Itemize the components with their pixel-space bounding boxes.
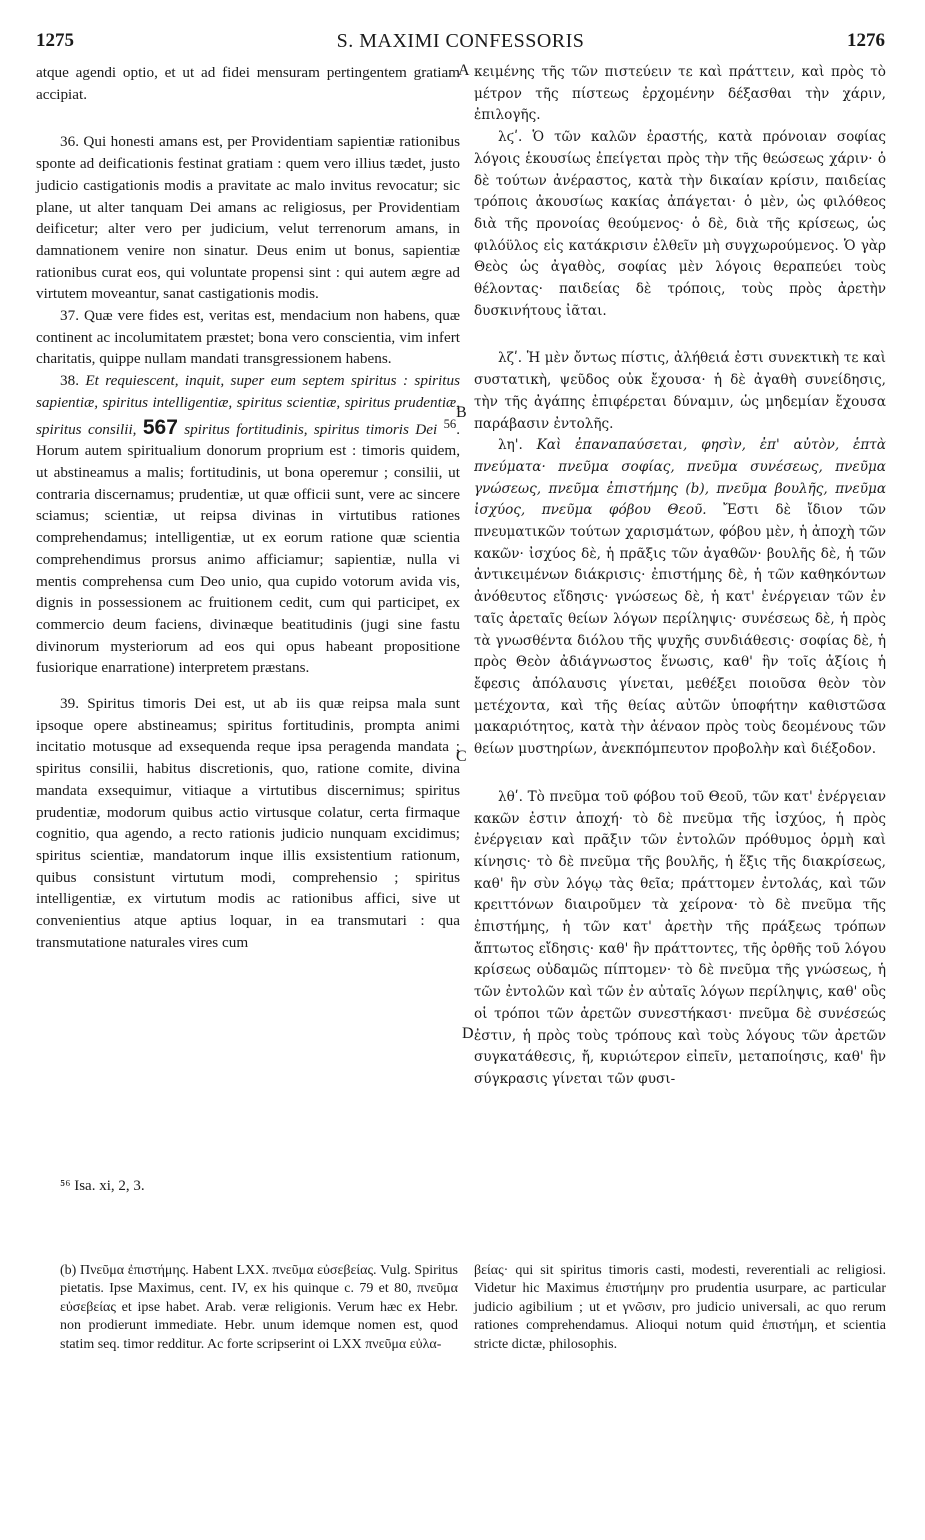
footnote-b-left: (b) Πνεῦμα ἐπιστήμης. Habent LXX. πνεῦμα εὐσεβείας. Vulg. Spiritus pietatis. Ipse Maximus, cent. IV, ex his quinque c. 79 et 80, πνεῦμα εὐσεβείας et ipse habet. Arab. veræ religionis. Verum hæc ex Hebr. non prodierunt immediate. Hebr. unum idemque nomen est, quod statim seq. timor redditur. Ac forte scripserint oi LXX πνεῦμα εὐλα-: [60, 1263, 458, 1352]
margin-letter-d: D: [462, 1025, 474, 1042]
latin-paragraph-39: 39. Spiritus timoris Dei est, ut ab iis quæ reipsa mala sunt ipsoque opere abstineamus; spiritus fortitudinis, prompta animi incitatio motusque ad exsequenda reque ipsa peragenda mandata ; spiritus consilii, habitus discretionis, quo, ratione comite, divina mandata exsequimur, vitiaque a virtutibus discernimus; spiritus prudentiæ, modorum quibus actio virtusque colatur, certa firmaque cognitio, qua agendo, a recto rationis judicio nunquam excidimus; spiritus scientiæ, mandatorum inque illis exsistentium rationum, quibus consistunt virtutum modi, comprehensio ; spiritus intelligentiæ, ex virtutum modis ac rationibus affici, sive ut convenientius atque aptius loquar, in ea transmutari : qua transmutatione naturales vires cum: [36, 695, 460, 951]
latin-column: [36, 62, 460, 953]
footnote-scripture-ref: ⁵⁶ Isa. xi, 2, 3.: [60, 1178, 145, 1194]
page-header: [36, 30, 885, 56]
greek-paragraph-intro: κειμένης τῆς τῶν πιστεύειν τε καὶ πράττειν, καὶ πρὸς τὸ μέτρον τῆς πίστεως ἐρχομένην δέξασθαι τὴν χάριν, ἐπιλογῆς.: [474, 64, 886, 124]
footnote-ref: 56: [443, 416, 457, 431]
latin-38-quotation: Et requiescent, inquit, super eum septem spiritus : spiritus sapientiæ, spiritus intelligentiæ, spiritus scientiæ, spiritus prudentiæ, spiritus consilii,: [36, 372, 460, 438]
right-page-number: 1276: [847, 30, 885, 51]
latin-38-quotation-cont: spiritus fortitudinis, spiritus timoris Dei: [184, 420, 438, 438]
margin-letter-c: C: [456, 748, 467, 765]
greek-paragraph-36: λϛʹ. Ὁ τῶν καλῶν ἐραστής, κατὰ πρόνοιαν σοφίας λόγοις ἑκουσίως ἐπείγεται πρὸς τὴν τῆς θεώσεως χάριν· ὁ δὲ τούτων ἀνέραστος, κατὰ τὴν δικαίαν κρίσιν, παιδείας τρόποις ἀκουσίως κακίας ἀπάγεται· ὁ μὲν, ὡς φιλόθεος διὰ τῆς προνοίας θεούμενος· ὁ δὲ, διὰ τῆς κρίσεως, ὡς φιλόϋλος εἰς κατάκρισιν ἐλθεῖν μὴ συγχωρούμενος. Ὁ γὰρ Θεὸς ὡς ἀγαθὸς, σοφίας μὲν λόγοις θεραπεύει τοὺς θέλοντας· παιδείας δὲ τρόποις, τοὺς πρὸς ἀρετὴν δυσκινήτους ἰᾶται.: [474, 129, 886, 319]
latin-38-text: . Horum autem spiritualium donorum proprium est : timoris quidem, ut abstineamus a malis; fortitudinis, ut bona operemur ; consilii, ut contraria discernamus; prudentiæ, ut quæ officii sunt, vere ac sincere sciamus; scientiæ, ut reipsa divinas in virtutibus rationes comprehendamus; intelligentiæ, ut ex eorum ratione quæ scientia comprehendimus prorsus animo afficiamur; sapientiæ, nulla vi mentis comprehensa cum Deo unio, qua cupido votorum avida vis, dignis in possessionem ac fruitionem cedit, cum qui participet, ex commercio deum faciens, divinæque beatitudinis (jugi sine fastu divinorum mysteriorum ad eos qui opus habeant propositione fusiorique enarratione) interpretem præstans.: [36, 420, 461, 677]
greek-column: [474, 62, 886, 1091]
margin-letter-a: A: [458, 62, 470, 79]
latin-paragraph-36: 36. Qui honesti amans est, per Providentiam sapientiæ rationibus sponte ad deificationis festinat gratiam : quem vero illius tædet, justo judicio castigationis modis a pravitate ac malo invitus revocatur; sic plane, ut alter tanquam Dei amans ac religiosus, per Providentiam deificetur; alter vero per judicium, velut terrenorum amans, in damnationem venire non sinatur. Deus enim ut bonus, sapientiæ rationibus curat eos, qui voluntate propensi sint : qui autem ægre ad virtutem moveantur, sanat castigationis modis.: [36, 133, 460, 303]
left-page-number: 1275: [36, 30, 74, 51]
greek-paragraph-39: λθʹ. Τὸ πνεῦμα τοῦ φόβου τοῦ Θεοῦ, τῶν κατ' ἐνέργειαν κακῶν ἐστιν ἀποχή· τὸ δὲ πνεῦμα τῆς ἰσχύος, ἡ πρὸς ἐνέργειαν καὶ πρᾶξιν τῶν ἐντολῶν πρόθυμος ὁρμὴ καὶ κίνησις· τὸ δὲ πνεῦμα τῆς βουλῆς, ἡ ἕξις τῆς διακρίσεως, καθ' ἣν σὺν λόγῳ τὰς θεῖα; πράττομεν ἐντολάς, καὶ τῶν κρειττόνων διαιροῦμεν τὰ χείρονα· τὸ δὲ πνεῦμα τῆς ἐπιστήμης, ἡ τῶν κατ' ἀρετὴν τῆς πράξεως τρόπων ἄπτωτος εἴδησις· καθ' ἣν πράττοντες, τῆς ὀρθῆς τοῦ λόγου κρίσεως οὐδαμῶς πίπτομεν· τὸ δὲ πνεῦμα τῆς γνώσεως, ἡ τῶν ἐντολῶν καὶ τῶν ἐν αὐταῖς λόγων περίληψις, καθ' οὓς οἱ τρόποι τῶν ἀρετῶν συνεστήκασι· πνεῦμα δὲ συνέσεώς ἐστιν, ἡ πρὸς τοὺς τρόπους καὶ τοὺς λόγους τῶν ἀρετῶν συγκατάθεσις, ἤ, κυριώτερον εἰπεῖν, μεταποίησις, καθ' ἣν σύγκρασις γίνεται τῶν φυσι-: [474, 788, 886, 1087]
column-number: 567: [142, 415, 178, 439]
greek-paragraph-37: λζʹ. Ἡ μὲν ὄντως πίστις, ἀλήθειά ἐστι συνεκτικὴ τε καὶ συστατικὴ, ψεῦδος οὐκ ἔχουσα· ἡ δὲ ἀγαθὴ συνείδησις, τὴν τῆς ἀγάπης ἐπιφέρεται δύναμιν, ὡς μηδεμίαν ἔχουσα παράβασιν ἐντολῆς.: [474, 350, 886, 432]
latin-paragraph-38: [36, 370, 460, 679]
footnote-b-right: βείας· qui sit spiritus timoris casti, modesti, reverentiali ac religiosi. Videtur hic Maximus ἐπιστήμην pro prudentia usurpare, ac particular judicio agibilium ; ut et γνῶσιν, pro judicio universali, ac quo rerum rationes comprehendamus. Alioqui notum quid ἐπιστήμη, et scientia stricte dictæ, philosophis.: [474, 1263, 886, 1352]
greek-38-number: λη'.: [498, 437, 523, 454]
latin-paragraph-intro: atque agendi optio, et ut ad fidei mensuram pertingentem gratiam accipiat.: [36, 64, 460, 103]
greek-38-quotation: Καὶ ἐπαναπαύσεται, φησὶν, ἐπ' αὐτὸν, ἑπτὰ πνεύματα· πνεῦμα σοφίας, πνεῦμα συνέσεως, πνεῦμα γνώσεως, πνεῦμα ἐπιστήμης (b), πνεῦμα βουλῆς, πνεῦμα ἰσχύος, πνεῦμα φόβου Θεοῦ.: [474, 437, 886, 519]
greek-38-text: Ἔστι δὲ ἴδιον τῶν πνευματικῶν τούτων χαρισμάτων, φόβου μὲν, ἡ ἀποχὴ τῶν κακῶν· ἰσχύος δὲ, ἡ πρᾶξις τῶν ἀγαθῶν· βουλῆς δὲ, ἡ τῶν ἀντικειμένων διάκρισις· ἐπιστήμης δὲ, ἡ τῶν καθηκόντων ἀνόθευτος εἴδησις· γνώσεως δὲ, ἡ κατ' ἐνέργειαν τῶν ἐν ταῖς ἀρεταῖς θείων λόγων περίληψις· συνέσεως δὲ, ἡ πρὸς τὰ γνωσθέντα διόλου τῆς ψυχῆς συνδιάθεσις· σοφίας δὲ, ἡ πρὸς Θεὸν ἀδιάγνωστος ἕνωσις, καθ' ἣν τοῖς ἀξίοις ἡ ἔφεσις ἀπόλαυσις γίνεται, μεθέξει ποιοῦσα θεὸν τὸν μετέχοντα, καὶ τῆς θείας αὐτῶν ὑποφήτην καθιστῶσα μακαριότητος, κατὰ τὴν ἀέναον πρὸς τοὺς δεομένους τῶν θείων μυστηρίων, ἀνεκπόμπευτον προβολὴν καὶ διέξοδον.: [474, 502, 886, 758]
greek-paragraph-38: [474, 435, 886, 761]
running-title: S. MAXIMI CONFESSORIS: [336, 30, 585, 52]
latin-paragraph-37: 37. Quæ vere fides est, veritas est, mendacium non habens, quæ continent ac incolumitatem præstet; bona vero conscientia, vim infert charitatis, quippe nullam mandati transgressionem habens.: [36, 307, 460, 368]
margin-letter-b: B: [456, 404, 467, 421]
latin-38-number: 38.: [60, 372, 79, 390]
